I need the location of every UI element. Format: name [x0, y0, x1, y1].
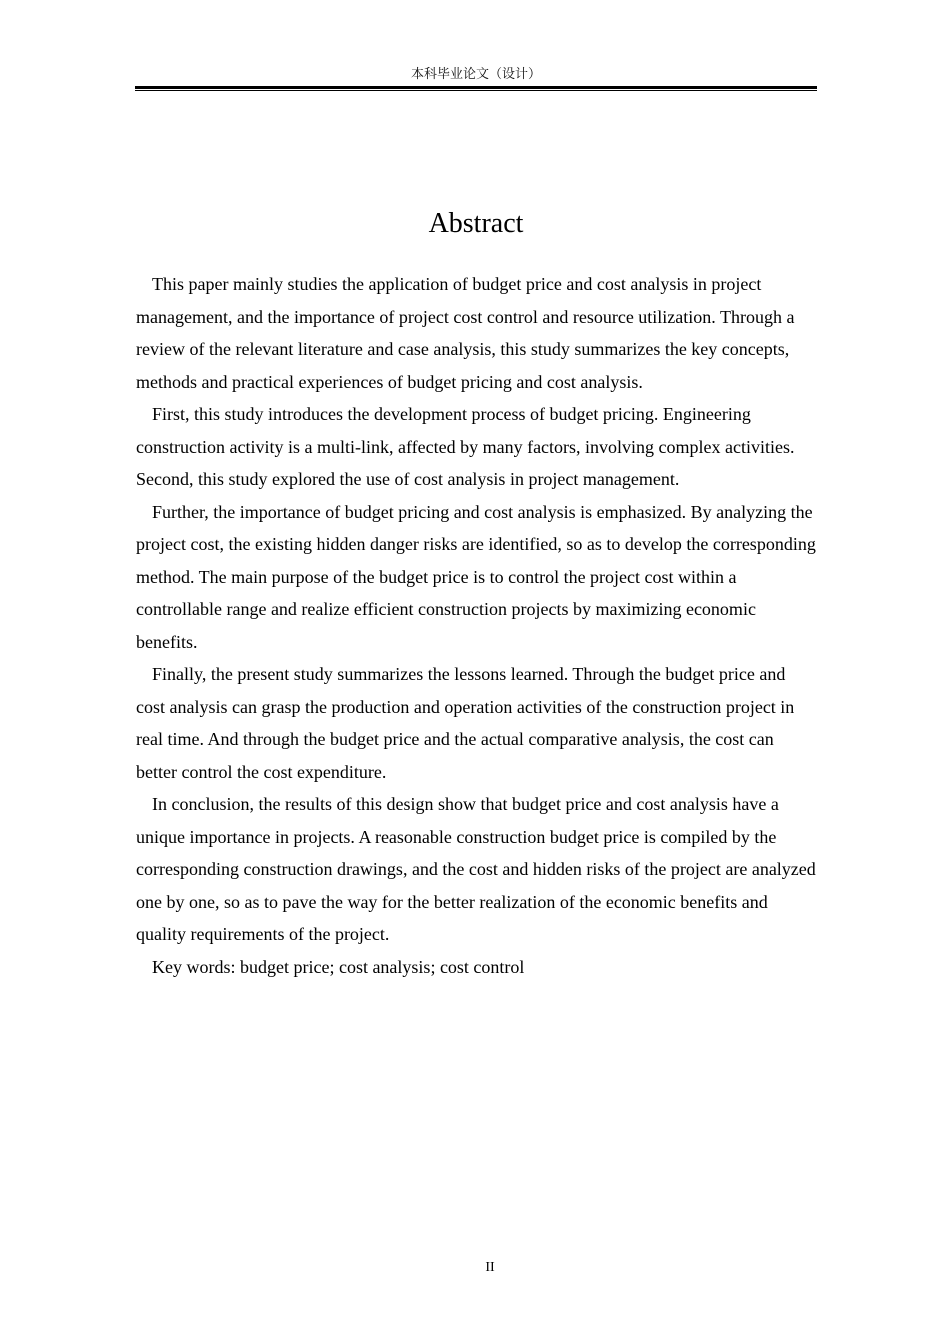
abstract-paragraph-2: First, this study introduces the development process of budget pricing. Engineering construction activity is a multi-link, affected by many factors, involving complex activities. Second, this study explored the use of cost analysis in project management.: [136, 404, 795, 489]
abstract-paragraph-5: In conclusion, the results of this design show that budget price and cost analysis have a unique importance in projects. A reasonable construction budget price is compiled by the corresponding construction drawings, and the cost and hidden risks of the project are analyzed one by one, so as to pave the way for the better realization of the economic benefits and quality requirements of the project.: [136, 794, 816, 944]
abstract-body: [136, 268, 816, 983]
abstract-paragraph-4: Finally, the present study summarizes the lessons learned. Through the budget price and cost analysis can grasp the production and operation activities of the construction project in real time. And through the budget price and the actual comparative analysis, the cost can better control the cost expenditure.: [136, 664, 795, 782]
keywords-line: Key words: budget price; cost analysis; cost control: [152, 956, 525, 977]
page-number: II: [485, 1260, 495, 1275]
running-header: 本科毕业论文（设计）: [410, 67, 541, 82]
abstract-paragraph-1: This paper mainly studies the application of budget price and cost analysis in project management, and the importance of project cost control and resource utilization. Through a review of the relevant literature and case analysis, this study summarizes the key concepts, methods and practical experiences of budget pricing and cost analysis.: [136, 274, 795, 392]
abstract-title: Abstract: [428, 208, 524, 239]
header-rule-thick: [135, 86, 817, 89]
header-rule-thin: [135, 90, 817, 91]
abstract-paragraph-3: Further, the importance of budget pricing and cost analysis is emphasized. By analyzing the project cost, the existing hidden danger risks are identified, so as to develop the corresponding method. The main purpose of the budget price is to control the project cost within a controllable range and realize efficient construction projects by maximizing economic benefits.: [136, 501, 816, 652]
